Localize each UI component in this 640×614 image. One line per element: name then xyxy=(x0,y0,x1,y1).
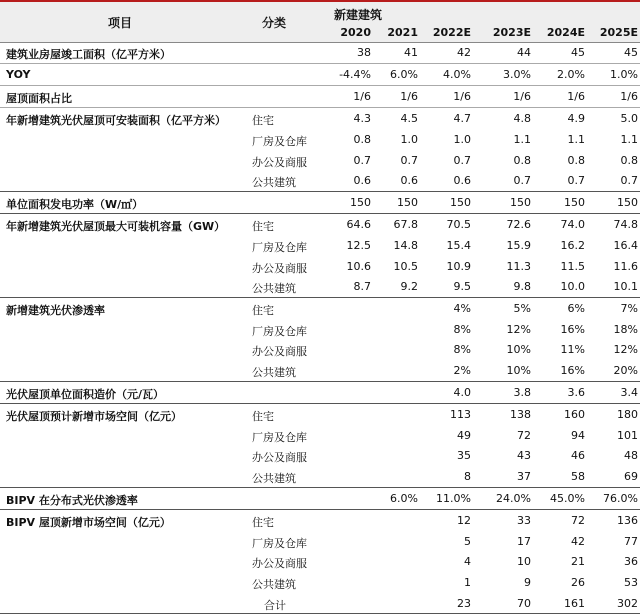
value-cell: 16.4 xyxy=(613,238,638,252)
value-cell: -4.4% xyxy=(339,68,371,82)
row-category: 办公及商服 xyxy=(252,155,307,169)
row-category: 住宅 xyxy=(252,516,274,530)
value-cell: 35 xyxy=(457,449,471,463)
year-header: 2025E xyxy=(599,26,638,39)
value-cell: 7% xyxy=(620,302,638,316)
row-divider xyxy=(0,85,640,86)
value-cell: 20% xyxy=(613,364,638,377)
row-label: YOY xyxy=(6,68,31,82)
table-row xyxy=(0,215,640,236)
table-row xyxy=(0,193,640,214)
value-cell: 42 xyxy=(457,46,471,59)
row-divider xyxy=(0,191,640,192)
value-cell: 1/6 xyxy=(567,90,585,104)
row-divider xyxy=(0,381,640,382)
value-cell: 0.6 xyxy=(353,174,371,188)
table-row xyxy=(0,467,640,488)
value-cell: 0.7 xyxy=(513,174,531,188)
table-row xyxy=(0,489,640,510)
value-cell: 302 xyxy=(617,596,638,610)
value-cell: 14.8 xyxy=(393,238,418,252)
value-cell: 2.0% xyxy=(557,68,585,82)
value-cell: 69 xyxy=(624,470,638,483)
table-header xyxy=(0,0,640,43)
table-row xyxy=(0,87,640,108)
value-cell: 76.0% xyxy=(603,492,638,506)
value-cell: 70.5 xyxy=(446,218,471,232)
row-category: 办公及商服 xyxy=(252,451,307,465)
table-row xyxy=(0,109,640,130)
value-cell: 1.1 xyxy=(567,132,585,146)
value-cell: 6.0% xyxy=(390,68,418,82)
value-cell: 46 xyxy=(571,449,585,463)
value-cell: 43 xyxy=(517,449,531,463)
value-cell: 0.7 xyxy=(620,174,638,188)
value-cell: 21 xyxy=(571,555,585,569)
value-cell: 72.6 xyxy=(506,218,531,232)
table-row xyxy=(0,299,640,320)
value-cell: 11.6 xyxy=(613,259,638,273)
value-cell: 150 xyxy=(350,196,371,210)
value-cell: 74.0 xyxy=(560,218,585,232)
row-label: 单位面积发电功率（W/㎡） xyxy=(6,198,144,212)
value-cell: 33 xyxy=(517,514,531,528)
value-cell: 0.7 xyxy=(353,153,371,167)
value-cell: 10.1 xyxy=(613,280,638,294)
value-cell: 4.7 xyxy=(453,112,471,126)
row-category: 公共建筑 xyxy=(252,578,296,591)
value-cell: 0.6 xyxy=(453,174,471,188)
value-cell: 12 xyxy=(457,514,471,528)
value-cell: 10 xyxy=(517,555,531,569)
value-cell: 6% xyxy=(567,302,585,316)
value-cell: 1.1 xyxy=(513,132,531,146)
row-category: 住宅 xyxy=(252,114,274,128)
value-cell: 1/6 xyxy=(353,90,371,104)
value-cell: 0.8 xyxy=(567,153,585,167)
value-cell: 1/6 xyxy=(453,90,471,104)
value-cell: 49 xyxy=(457,428,471,442)
row-category: 公共建筑 xyxy=(252,282,296,296)
table-row xyxy=(0,446,640,467)
item-header: 项目 xyxy=(108,16,133,30)
value-cell: 6.0% xyxy=(390,492,418,506)
value-cell: 45 xyxy=(624,46,638,59)
value-cell: 3.8 xyxy=(513,386,531,400)
value-cell: 9 xyxy=(524,576,531,589)
value-cell: 3.0% xyxy=(503,68,531,82)
value-cell: 8% xyxy=(453,322,471,336)
row-divider xyxy=(0,63,640,64)
row-category: 公共建筑 xyxy=(252,366,296,379)
value-cell: 24.0% xyxy=(496,492,531,506)
value-cell: 26 xyxy=(571,576,585,589)
value-cell: 1/6 xyxy=(400,90,418,104)
table-row xyxy=(0,532,640,553)
table-row xyxy=(0,361,640,382)
value-cell: 8.7 xyxy=(353,280,371,294)
value-cell: 10% xyxy=(506,364,531,377)
value-cell: 113 xyxy=(450,408,471,422)
value-cell: 17 xyxy=(517,534,531,548)
value-cell: 4.0 xyxy=(453,386,471,400)
table-row xyxy=(0,43,640,64)
value-cell: 8 xyxy=(464,470,471,483)
value-cell: 160 xyxy=(564,408,585,422)
value-cell: 10.5 xyxy=(393,259,418,273)
value-cell: 9.8 xyxy=(513,280,531,294)
table-row xyxy=(0,277,640,298)
value-cell: 5 xyxy=(464,534,471,548)
value-cell: 11% xyxy=(560,343,585,357)
value-cell: 12% xyxy=(613,343,638,357)
value-cell: 1/6 xyxy=(620,90,638,104)
table-row xyxy=(0,320,640,341)
value-cell: 45 xyxy=(571,46,585,59)
value-cell: 150 xyxy=(510,196,531,210)
year-header: 2020 xyxy=(340,26,371,39)
row-label: 年新增建筑光伏屋顶可安装面积（亿平方米） xyxy=(6,114,226,128)
year-header: 2023E xyxy=(492,26,531,39)
value-cell: 38 xyxy=(357,46,371,59)
row-divider xyxy=(0,487,640,488)
value-cell: 1 xyxy=(464,576,471,589)
row-category: 厂房及仓库 xyxy=(252,430,307,444)
table-row xyxy=(0,65,640,86)
value-cell: 11.5 xyxy=(560,259,585,273)
table-row xyxy=(0,236,640,257)
value-cell: 3.4 xyxy=(620,386,638,400)
value-cell: 58 xyxy=(571,470,585,483)
table-row xyxy=(0,340,640,361)
table-row xyxy=(0,552,640,573)
value-cell: 4.3 xyxy=(353,112,371,126)
value-cell: 161 xyxy=(564,596,585,610)
value-cell: 0.7 xyxy=(400,153,418,167)
row-category: 公共建筑 xyxy=(252,472,296,485)
row-category: 住宅 xyxy=(252,410,274,424)
row-category: 厂房及仓库 xyxy=(252,134,307,148)
value-cell: 70 xyxy=(517,596,531,610)
value-cell: 0.8 xyxy=(513,153,531,167)
value-cell: 77 xyxy=(624,534,638,548)
value-cell: 5.0 xyxy=(620,112,638,126)
value-cell: 10.9 xyxy=(446,259,471,273)
value-cell: 18% xyxy=(613,322,638,336)
value-cell: 0.7 xyxy=(567,174,585,188)
value-cell: 1/6 xyxy=(513,90,531,104)
value-cell: 150 xyxy=(397,196,418,210)
value-cell: 42 xyxy=(571,534,585,548)
value-cell: 4.8 xyxy=(513,112,531,126)
value-cell: 36 xyxy=(624,555,638,569)
value-cell: 136 xyxy=(617,514,638,528)
table-row xyxy=(0,383,640,404)
value-cell: 37 xyxy=(517,470,531,483)
value-cell: 150 xyxy=(617,196,638,210)
row-label: 建筑业房屋竣工面积（亿平方米） xyxy=(6,48,171,61)
row-category: 公共建筑 xyxy=(252,176,296,190)
value-cell: 41 xyxy=(404,46,418,59)
value-cell: 150 xyxy=(450,196,471,210)
row-category: 住宅 xyxy=(252,304,274,318)
row-label: 光伏屋顶预计新增市场空间（亿元） xyxy=(6,410,182,424)
value-cell: 23 xyxy=(457,596,471,610)
year-header: 2021 xyxy=(387,26,418,39)
value-cell: 10.0 xyxy=(560,280,585,294)
value-cell: 15.4 xyxy=(446,238,471,252)
value-cell: 0.6 xyxy=(400,174,418,188)
table-row xyxy=(0,151,640,172)
row-category: 办公及商服 xyxy=(252,261,307,275)
value-cell: 4% xyxy=(453,302,471,316)
row-category: 办公及商服 xyxy=(252,557,307,571)
value-cell: 5% xyxy=(513,302,531,316)
value-cell: 4.0% xyxy=(443,68,471,82)
value-cell: 16% xyxy=(560,322,585,336)
row-category: 合计 xyxy=(264,598,286,612)
value-cell: 48 xyxy=(624,449,638,463)
value-cell: 138 xyxy=(510,408,531,422)
value-cell: 64.6 xyxy=(346,218,371,232)
value-cell: 10.6 xyxy=(346,259,371,273)
value-cell: 12.5 xyxy=(346,238,371,252)
value-cell: 16.2 xyxy=(560,238,585,252)
value-cell: 4.9 xyxy=(567,112,585,126)
row-category: 厂房及仓库 xyxy=(252,324,307,338)
table-row xyxy=(0,130,640,151)
value-cell: 1.0% xyxy=(610,68,638,82)
value-cell: 44 xyxy=(517,46,531,59)
group-header: 新建建筑 xyxy=(334,8,383,22)
value-cell: 0.7 xyxy=(453,153,471,167)
value-cell: 72 xyxy=(517,428,531,442)
total-row xyxy=(0,594,640,614)
row-category: 住宅 xyxy=(252,220,274,234)
value-cell: 101 xyxy=(617,428,638,442)
table-row xyxy=(0,171,640,192)
year-header: 2022E xyxy=(432,26,471,39)
row-label: 年新增建筑光伏屋顶最大可装机容量（GW） xyxy=(6,220,226,234)
value-cell: 53 xyxy=(624,576,638,589)
value-cell: 2% xyxy=(453,364,471,377)
table-row xyxy=(0,257,640,278)
value-cell: 4.5 xyxy=(400,112,418,126)
table-row xyxy=(0,573,640,594)
row-label: 新增建筑光伏渗透率 xyxy=(6,304,105,318)
value-cell: 180 xyxy=(617,408,638,422)
year-header: 2024E xyxy=(546,26,585,39)
table-row xyxy=(0,426,640,447)
row-label: BIPV 屋顶新增市场空间（亿元） xyxy=(6,516,171,530)
value-cell: 9.5 xyxy=(453,280,471,294)
row-category: 厂房及仓库 xyxy=(252,240,307,254)
row-category: 办公及商服 xyxy=(252,345,307,359)
value-cell: 0.8 xyxy=(353,132,371,146)
row-category: 厂房及仓库 xyxy=(252,536,307,550)
row-divider xyxy=(0,403,640,404)
value-cell: 1.0 xyxy=(400,132,418,146)
value-cell: 12% xyxy=(506,322,531,336)
value-cell: 1.1 xyxy=(620,132,638,146)
value-cell: 1.0 xyxy=(453,132,471,146)
value-cell: 94 xyxy=(571,428,585,442)
value-cell: 150 xyxy=(564,196,585,210)
row-label: 屋顶面积占比 xyxy=(6,92,72,106)
value-cell: 9.2 xyxy=(400,280,418,294)
value-cell: 11.0% xyxy=(436,492,471,506)
value-cell: 67.8 xyxy=(393,218,418,232)
value-cell: 11.3 xyxy=(506,259,531,273)
row-divider xyxy=(0,107,640,108)
value-cell: 0.8 xyxy=(620,153,638,167)
value-cell: 3.6 xyxy=(567,386,585,400)
category-header: 分类 xyxy=(262,16,287,30)
row-divider xyxy=(0,213,640,214)
value-cell: 10% xyxy=(506,343,531,357)
value-cell: 74.8 xyxy=(613,218,638,232)
row-label: 光伏屋顶单位面积造价（元/瓦） xyxy=(6,388,165,402)
table-row xyxy=(0,405,640,426)
value-cell: 16% xyxy=(560,364,585,377)
table-row xyxy=(0,511,640,532)
value-cell: 15.9 xyxy=(506,238,531,252)
row-label: BIPV 在分布式光伏渗透率 xyxy=(6,494,138,508)
value-cell: 8% xyxy=(453,343,471,357)
value-cell: 4 xyxy=(464,555,471,569)
row-divider xyxy=(0,297,640,298)
row-divider xyxy=(0,509,640,510)
value-cell: 45.0% xyxy=(550,492,585,506)
value-cell: 72 xyxy=(571,514,585,528)
